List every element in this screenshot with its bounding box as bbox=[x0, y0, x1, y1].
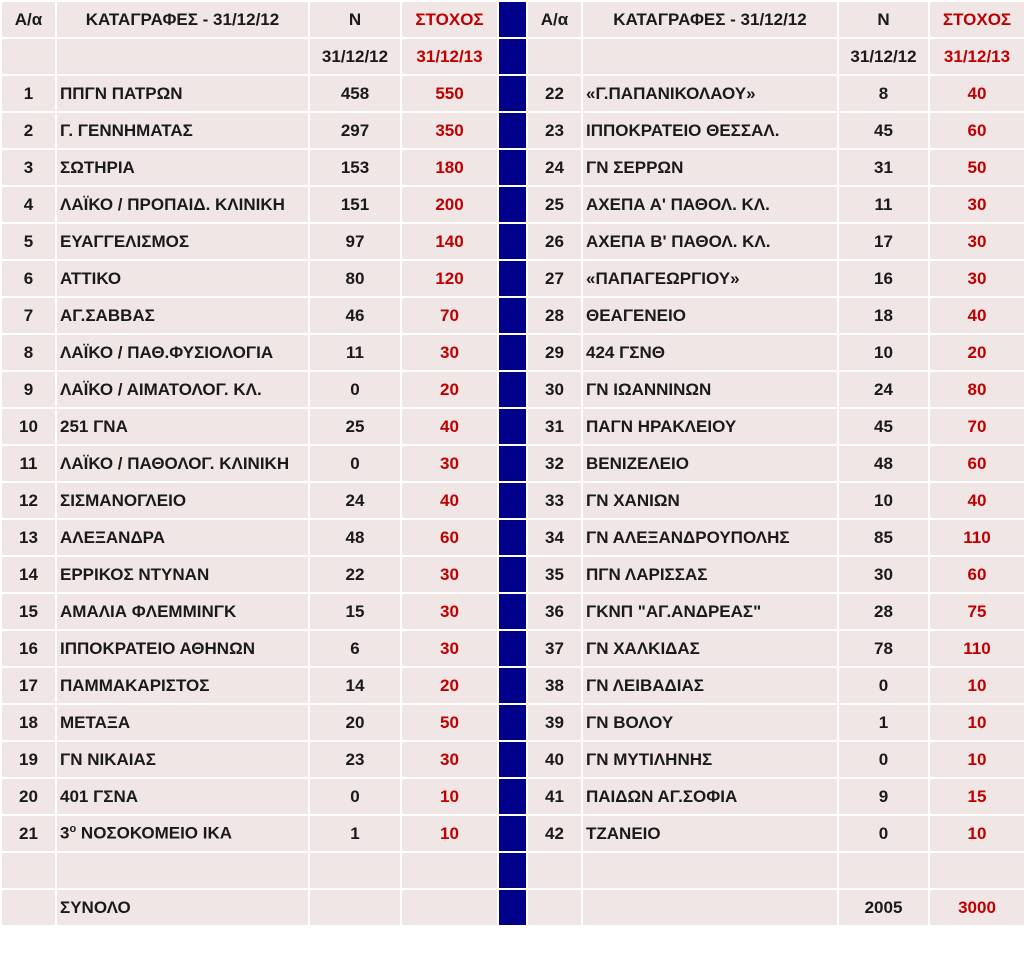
table-row bbox=[1, 408, 1024, 445]
table-row bbox=[1, 112, 1024, 149]
n-value: 18 bbox=[838, 297, 929, 334]
target-value: 180 bbox=[401, 149, 498, 186]
total-target: 3000 bbox=[929, 889, 1024, 926]
blank-cell bbox=[1, 852, 56, 889]
blank-cell bbox=[309, 852, 401, 889]
target-value: 140 bbox=[401, 223, 498, 260]
target-value: 30 bbox=[401, 741, 498, 778]
hospital-name: ΜΕΤΑΞΑ bbox=[56, 704, 309, 741]
n-value: 25 bbox=[309, 408, 401, 445]
column-separator bbox=[498, 260, 527, 297]
target-value: 10 bbox=[401, 778, 498, 815]
target-value: 60 bbox=[929, 112, 1024, 149]
subheader-n-left: 31/12/12 bbox=[309, 38, 401, 75]
n-value: 97 bbox=[309, 223, 401, 260]
row-num: 33 bbox=[527, 482, 582, 519]
column-separator bbox=[498, 556, 527, 593]
row-num: 28 bbox=[527, 297, 582, 334]
n-value: 0 bbox=[309, 445, 401, 482]
hospital-name: 401 ΓΣΝΑ bbox=[56, 778, 309, 815]
row-num: 14 bbox=[1, 556, 56, 593]
row-num: 27 bbox=[527, 260, 582, 297]
n-value: 24 bbox=[838, 371, 929, 408]
blank-cell bbox=[838, 852, 929, 889]
column-separator bbox=[498, 593, 527, 630]
target-value: 20 bbox=[929, 334, 1024, 371]
target-value: 30 bbox=[401, 445, 498, 482]
blank-cell bbox=[929, 852, 1024, 889]
n-value: 78 bbox=[838, 630, 929, 667]
hospital-name: 251 ΓΝΑ bbox=[56, 408, 309, 445]
subheader-blank bbox=[582, 38, 838, 75]
hospital-name: ΛΑΪΚΟ / ΠΡΟΠΑΙΔ. ΚΛΙΝΙΚΗ bbox=[56, 186, 309, 223]
n-value: 28 bbox=[838, 593, 929, 630]
blank-cell bbox=[527, 889, 582, 926]
row-num: 23 bbox=[527, 112, 582, 149]
target-value: 50 bbox=[401, 704, 498, 741]
row-num: 19 bbox=[1, 741, 56, 778]
row-num: 29 bbox=[527, 334, 582, 371]
target-value: 30 bbox=[401, 593, 498, 630]
n-value: 80 bbox=[309, 260, 401, 297]
hospital-name: ΣΩΤΗΡΙΑ bbox=[56, 149, 309, 186]
target-value: 120 bbox=[401, 260, 498, 297]
n-value: 297 bbox=[309, 112, 401, 149]
row-num: 8 bbox=[1, 334, 56, 371]
n-value: 10 bbox=[838, 334, 929, 371]
target-value: 10 bbox=[401, 815, 498, 852]
blank-cell bbox=[309, 889, 401, 926]
hospital-name: ΙΠΠΟΚΡΑΤΕΙΟ ΘΕΣΣΑΛ. bbox=[582, 112, 838, 149]
row-num: 39 bbox=[527, 704, 582, 741]
n-value: 23 bbox=[309, 741, 401, 778]
hospital-name: ΑΛΕΞΑΝΔΡΑ bbox=[56, 519, 309, 556]
row-num: 3 bbox=[1, 149, 56, 186]
row-num: 21 bbox=[1, 815, 56, 852]
n-value: 24 bbox=[309, 482, 401, 519]
target-value: 30 bbox=[929, 223, 1024, 260]
table-row bbox=[1, 556, 1024, 593]
row-num: 31 bbox=[527, 408, 582, 445]
target-value: 30 bbox=[929, 186, 1024, 223]
subheader-blank bbox=[1, 38, 56, 75]
target-value: 40 bbox=[401, 482, 498, 519]
hospital-name: ΓΝ ΒΟΛΟΥ bbox=[582, 704, 838, 741]
hospital-name-text: 3 bbox=[60, 823, 70, 843]
header-n-left: Ν bbox=[309, 1, 401, 38]
target-value: 80 bbox=[929, 371, 1024, 408]
row-num: 30 bbox=[527, 371, 582, 408]
n-value: 458 bbox=[309, 75, 401, 112]
hospital-name: Γ. ΓΕΝΝΗΜΑΤΑΣ bbox=[56, 112, 309, 149]
row-num: 1 bbox=[1, 75, 56, 112]
row-num: 15 bbox=[1, 593, 56, 630]
header-num-right: Α/α bbox=[527, 1, 582, 38]
column-separator bbox=[498, 519, 527, 556]
n-value: 31 bbox=[838, 149, 929, 186]
row-num: 41 bbox=[527, 778, 582, 815]
n-value: 16 bbox=[838, 260, 929, 297]
row-num: 24 bbox=[527, 149, 582, 186]
hospital-name-sup: ο bbox=[69, 823, 77, 836]
blank-cell bbox=[56, 852, 309, 889]
row-num: 37 bbox=[527, 630, 582, 667]
column-separator bbox=[498, 112, 527, 149]
n-value: 85 bbox=[838, 519, 929, 556]
table-row bbox=[1, 334, 1024, 371]
hospital-name: «ΠΑΠΑΓΕΩΡΓΙΟΥ» bbox=[582, 260, 838, 297]
n-value: 151 bbox=[309, 186, 401, 223]
blank-cell bbox=[582, 852, 838, 889]
subheader-blank bbox=[56, 38, 309, 75]
column-separator bbox=[498, 445, 527, 482]
column-separator bbox=[498, 334, 527, 371]
row-num: 34 bbox=[527, 519, 582, 556]
hospital-name: 424 ΓΣΝΘ bbox=[582, 334, 838, 371]
blank-cell bbox=[527, 852, 582, 889]
target-value: 40 bbox=[929, 75, 1024, 112]
column-separator bbox=[498, 223, 527, 260]
hospital-name: ΠΓΝ ΛΑΡΙΣΣΑΣ bbox=[582, 556, 838, 593]
target-value: 40 bbox=[929, 482, 1024, 519]
n-value: 6 bbox=[309, 630, 401, 667]
n-value: 0 bbox=[838, 667, 929, 704]
column-separator bbox=[498, 38, 527, 75]
header-target-right: ΣΤΟΧΟΣ bbox=[929, 1, 1024, 38]
column-separator bbox=[498, 778, 527, 815]
header-name-right: ΚΑΤΑΓΡΑΦΕΣ - 31/12/12 bbox=[582, 1, 838, 38]
n-value: 0 bbox=[309, 371, 401, 408]
target-value: 110 bbox=[929, 630, 1024, 667]
header-n-right: Ν bbox=[838, 1, 929, 38]
hospital-name: ΘΕΑΓΕΝΕΙΟ bbox=[582, 297, 838, 334]
table-row bbox=[1, 149, 1024, 186]
column-separator bbox=[498, 371, 527, 408]
hospital-name-rest: ΝΟΣΟΚΟΜΕΙΟ ΙΚΑ bbox=[76, 823, 233, 843]
n-value: 0 bbox=[838, 741, 929, 778]
hospital-name: ΛΑΪΚΟ / ΠΑΘ.ΦΥΣΙΟΛΟΓΙΑ bbox=[56, 334, 309, 371]
column-separator bbox=[498, 704, 527, 741]
header-target-left: ΣΤΟΧΟΣ bbox=[401, 1, 498, 38]
table-row bbox=[1, 371, 1024, 408]
column-separator bbox=[498, 149, 527, 186]
hospital-name: ΒΕΝΙΖΕΛΕΙΟ bbox=[582, 445, 838, 482]
hospital-name: ΠΑΓΝ ΗΡΑΚΛΕΙΟΥ bbox=[582, 408, 838, 445]
row-num: 2 bbox=[1, 112, 56, 149]
n-value: 48 bbox=[309, 519, 401, 556]
blank-cell bbox=[401, 852, 498, 889]
blank-cell bbox=[401, 889, 498, 926]
target-value: 40 bbox=[929, 297, 1024, 334]
table-row bbox=[1, 519, 1024, 556]
target-value: 70 bbox=[929, 408, 1024, 445]
target-value: 30 bbox=[401, 556, 498, 593]
header-name-left: ΚΑΤΑΓΡΑΦΕΣ - 31/12/12 bbox=[56, 1, 309, 38]
n-value: 11 bbox=[309, 334, 401, 371]
subheader-blank bbox=[527, 38, 582, 75]
row-num: 7 bbox=[1, 297, 56, 334]
n-value: 153 bbox=[309, 149, 401, 186]
header-num-left: Α/α bbox=[1, 1, 56, 38]
subheader-n-right: 31/12/12 bbox=[838, 38, 929, 75]
target-value: 30 bbox=[401, 630, 498, 667]
table-row bbox=[1, 778, 1024, 815]
hospital-name: ΓΝ ΜΥΤΙΛΗΝΗΣ bbox=[582, 741, 838, 778]
target-value: 550 bbox=[401, 75, 498, 112]
column-separator bbox=[498, 852, 527, 889]
n-value: 11 bbox=[838, 186, 929, 223]
table-row bbox=[1, 630, 1024, 667]
row-num: 42 bbox=[527, 815, 582, 852]
hospital-name: ΛΑΪΚΟ / ΑΙΜΑΤΟΛΟΓ. ΚΛ. bbox=[56, 371, 309, 408]
total-n: 2005 bbox=[838, 889, 929, 926]
hospital-name: ΑΧΕΠΑ Α' ΠΑΘΟΛ. ΚΛ. bbox=[582, 186, 838, 223]
target-value: 50 bbox=[929, 149, 1024, 186]
table-row bbox=[1, 297, 1024, 334]
hospital-name: ΓΝ ΝΙΚΑΙΑΣ bbox=[56, 741, 309, 778]
hospital-name: ΙΠΠΟΚΡΑΤΕΙΟ ΑΘΗΝΩΝ bbox=[56, 630, 309, 667]
n-value: 30 bbox=[838, 556, 929, 593]
column-separator bbox=[498, 630, 527, 667]
target-value: 10 bbox=[929, 815, 1024, 852]
row-num: 25 bbox=[527, 186, 582, 223]
subheader-target-left: 31/12/13 bbox=[401, 38, 498, 75]
target-value: 70 bbox=[401, 297, 498, 334]
n-value: 9 bbox=[838, 778, 929, 815]
n-value: 1 bbox=[309, 815, 401, 852]
table-row bbox=[1, 593, 1024, 630]
target-value: 20 bbox=[401, 667, 498, 704]
hospital-name: ΑΤΤΙΚΟ bbox=[56, 260, 309, 297]
n-value: 8 bbox=[838, 75, 929, 112]
row-num: 40 bbox=[527, 741, 582, 778]
hospital-name: ΓΝ ΑΛΕΞΑΝΔΡΟΥΠΟΛΗΣ bbox=[582, 519, 838, 556]
table-row bbox=[1, 75, 1024, 112]
column-separator bbox=[498, 815, 527, 852]
column-separator bbox=[498, 75, 527, 112]
table-row bbox=[1, 260, 1024, 297]
hospital-name: ΓΝ ΛΕΙΒΑΔΙΑΣ bbox=[582, 667, 838, 704]
n-value: 46 bbox=[309, 297, 401, 334]
hospital-name bbox=[56, 815, 309, 852]
n-value: 45 bbox=[838, 112, 929, 149]
hospital-name: ΓΚΝΠ "ΑΓ.ΑΝΔΡΕΑΣ" bbox=[582, 593, 838, 630]
row-num: 5 bbox=[1, 223, 56, 260]
hospital-name: ΕΡΡΙΚΟΣ ΝΤΥΝΑΝ bbox=[56, 556, 309, 593]
hospital-name: ΠΠΓΝ ΠΑΤΡΩΝ bbox=[56, 75, 309, 112]
target-value: 60 bbox=[401, 519, 498, 556]
hospital-name: ΓΝ ΧΑΝΙΩΝ bbox=[582, 482, 838, 519]
target-value: 30 bbox=[929, 260, 1024, 297]
column-separator bbox=[498, 667, 527, 704]
row-num: 16 bbox=[1, 630, 56, 667]
target-value: 10 bbox=[929, 667, 1024, 704]
row-num: 35 bbox=[527, 556, 582, 593]
n-value: 48 bbox=[838, 445, 929, 482]
n-value: 10 bbox=[838, 482, 929, 519]
row-num: 9 bbox=[1, 371, 56, 408]
row-num: 10 bbox=[1, 408, 56, 445]
target-value: 30 bbox=[401, 334, 498, 371]
target-value: 60 bbox=[929, 445, 1024, 482]
target-value: 75 bbox=[929, 593, 1024, 630]
row-num: 6 bbox=[1, 260, 56, 297]
column-separator bbox=[498, 889, 527, 926]
hospital-name: «Γ.ΠΑΠΑΝΙΚΟΛΑΟΥ» bbox=[582, 75, 838, 112]
target-value: 200 bbox=[401, 186, 498, 223]
hospital-name: ΠΑΙΔΩΝ ΑΓ.ΣΟΦΙΑ bbox=[582, 778, 838, 815]
target-value: 10 bbox=[929, 741, 1024, 778]
column-separator bbox=[498, 297, 527, 334]
row-num: 4 bbox=[1, 186, 56, 223]
n-value: 20 bbox=[309, 704, 401, 741]
hospital-name: ΤΖΑΝΕΙΟ bbox=[582, 815, 838, 852]
target-value: 10 bbox=[929, 704, 1024, 741]
target-value: 20 bbox=[401, 371, 498, 408]
hospital-name: ΑΜΑΛΙΑ ΦΛΕΜΜΙΝΓΚ bbox=[56, 593, 309, 630]
row-num: 11 bbox=[1, 445, 56, 482]
target-value: 40 bbox=[401, 408, 498, 445]
hospital-name: ΓΝ ΧΑΛΚΙΔΑΣ bbox=[582, 630, 838, 667]
hospital-name: ΓΝ ΣΕΡΡΩΝ bbox=[582, 149, 838, 186]
target-value: 110 bbox=[929, 519, 1024, 556]
n-value: 22 bbox=[309, 556, 401, 593]
subheader-row bbox=[1, 38, 1024, 75]
row-num: 22 bbox=[527, 75, 582, 112]
table-row bbox=[1, 667, 1024, 704]
target-value: 350 bbox=[401, 112, 498, 149]
row-num: 12 bbox=[1, 482, 56, 519]
blank-row bbox=[1, 852, 1024, 889]
hospital-name: ΓΝ ΙΩΑΝΝΙΝΩΝ bbox=[582, 371, 838, 408]
n-value: 1 bbox=[838, 704, 929, 741]
target-value: 60 bbox=[929, 556, 1024, 593]
row-num: 20 bbox=[1, 778, 56, 815]
row-num: 17 bbox=[1, 667, 56, 704]
n-value: 0 bbox=[838, 815, 929, 852]
hospital-name: ΣΙΣΜΑΝΟΓΛΕΙΟ bbox=[56, 482, 309, 519]
hospital-name: ΑΓ.ΣΑΒΒΑΣ bbox=[56, 297, 309, 334]
row-num: 26 bbox=[527, 223, 582, 260]
table-row bbox=[1, 741, 1024, 778]
column-separator bbox=[498, 1, 527, 38]
n-value: 14 bbox=[309, 667, 401, 704]
total-label: ΣΥΝΟΛΟ bbox=[56, 889, 309, 926]
target-value: 15 bbox=[929, 778, 1024, 815]
n-value: 45 bbox=[838, 408, 929, 445]
column-separator bbox=[498, 741, 527, 778]
header-row bbox=[1, 1, 1024, 38]
table-row bbox=[1, 482, 1024, 519]
table-row bbox=[1, 445, 1024, 482]
row-num: 32 bbox=[527, 445, 582, 482]
hospital-name: ΠΑΜΜΑΚΑΡΙΣΤΟΣ bbox=[56, 667, 309, 704]
table-row bbox=[1, 223, 1024, 260]
blank-cell bbox=[582, 889, 838, 926]
row-num: 18 bbox=[1, 704, 56, 741]
hospital-name: ΑΧΕΠΑ Β' ΠΑΘΟΛ. ΚΛ. bbox=[582, 223, 838, 260]
n-value: 0 bbox=[309, 778, 401, 815]
row-num: 13 bbox=[1, 519, 56, 556]
table-row bbox=[1, 186, 1024, 223]
column-separator bbox=[498, 408, 527, 445]
row-num: 36 bbox=[527, 593, 582, 630]
total-row bbox=[1, 889, 1024, 926]
table-row bbox=[1, 815, 1024, 852]
n-value: 17 bbox=[838, 223, 929, 260]
hospital-name: ΛΑΪΚΟ / ΠΑΘΟΛΟΓ. ΚΛΙΝΙΚΗ bbox=[56, 445, 309, 482]
blank-cell bbox=[1, 889, 56, 926]
column-separator bbox=[498, 482, 527, 519]
row-num: 38 bbox=[527, 667, 582, 704]
table-row bbox=[1, 704, 1024, 741]
subheader-target-right: 31/12/13 bbox=[929, 38, 1024, 75]
hospital-name: ΕΥΑΓΓΕΛΙΣΜΟΣ bbox=[56, 223, 309, 260]
n-value: 15 bbox=[309, 593, 401, 630]
column-separator bbox=[498, 186, 527, 223]
